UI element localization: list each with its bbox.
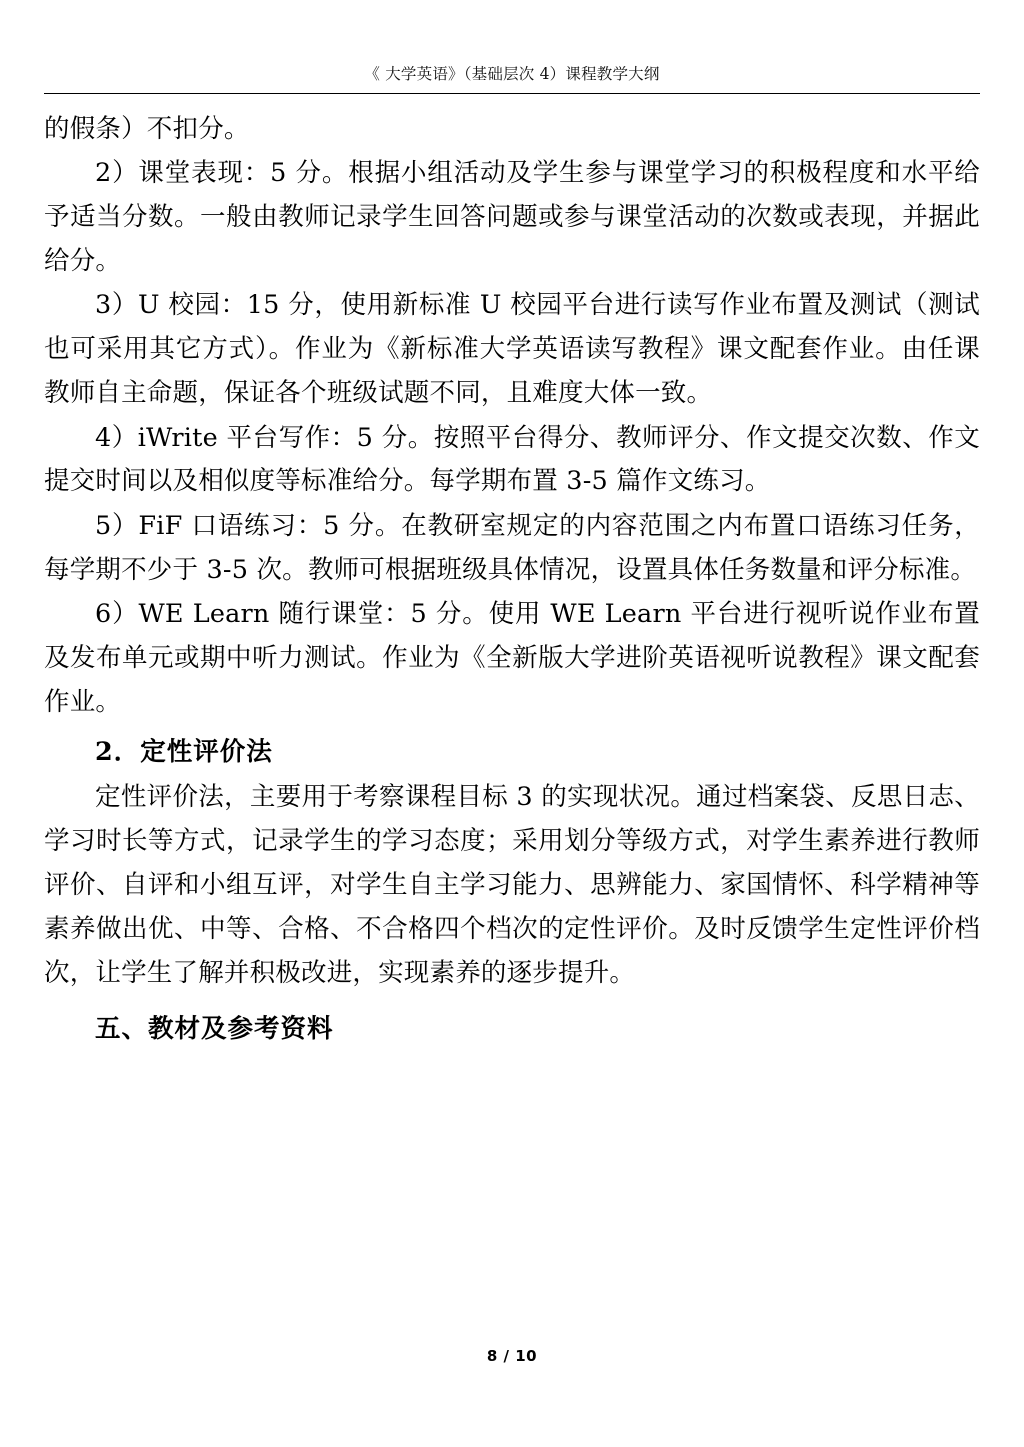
paragraph-classroom-performance: 2）课堂表现：5 分。根据小组活动及学生参与课堂学习的积极程度和水平给予适当分数。一般由教师记录学生回答问题或参与课堂活动的次数或表现，并据此给分。 [44,158,980,277]
page-number: 8 / 10 [486,1347,538,1365]
header-divider [44,93,980,94]
page-header [44,0,980,84]
heading-textbooks-and-references: 五、教材及参考资料 [95,1013,334,1044]
paragraph-iwrite: 4）iWrite 平台写作：5 分。按照平台得分、教师评分、作文提交次数、作文提交时间以及相似度等标准给分。每学期布置 3-5 篇作文练习。 [44,422,980,497]
paragraph-qualitative-evaluation: 定性评价法，主要用于考察课程目标 3 的实现状况。通过档案袋、反思日志、学习时长等方式，记录学生的学习态度；采用划分等级方式，对学生素养进行教师评价、自评和小组互评，对学生自主学习能力、思辨能力、家国情怀、科学精神等素养做出优、中等、合格、不合格四个档次的定性评价。及时反馈学生定性评价档次，让学生了解并积极改进，实现素养的逐步提升。 [44,782,980,988]
paragraph-fif-speaking: 5）FiF 口语练习：5 分。在教研室规定的内容范围之内布置口语练习任务，每学期不少于 3-5 次。教师可根据班级具体情况，设置具体任务数量和评分标准。 [44,510,980,585]
page-footer [0,1347,1024,1365]
paragraph-u-campus: 3）U 校园：15 分，使用新标准 U 校园平台进行读写作业布置及测试（测试也可采用其它方式）。作业为《新标准大学英语读写教程》课文配套作业。由任课教师自主命题，保证各个班级试题不同，且难度大体一致。 [44,290,980,409]
document-body [44,108,980,1052]
paragraph-we-learn: 6）WE Learn 随行课堂：5 分。使用 WE Learn 平台进行视听说作业布置及发布单元或期中听力测试。作业为《全新版大学进阶英语视听说教程》课文配套作业。 [44,598,980,717]
paragraph-continuation: 的假条）不扣分。 [44,114,250,144]
running-title: 《 大学英语》（基础层次 4）课程教学大纲 [364,65,660,83]
heading-qualitative-evaluation: 2．定性评价法 [95,736,273,767]
